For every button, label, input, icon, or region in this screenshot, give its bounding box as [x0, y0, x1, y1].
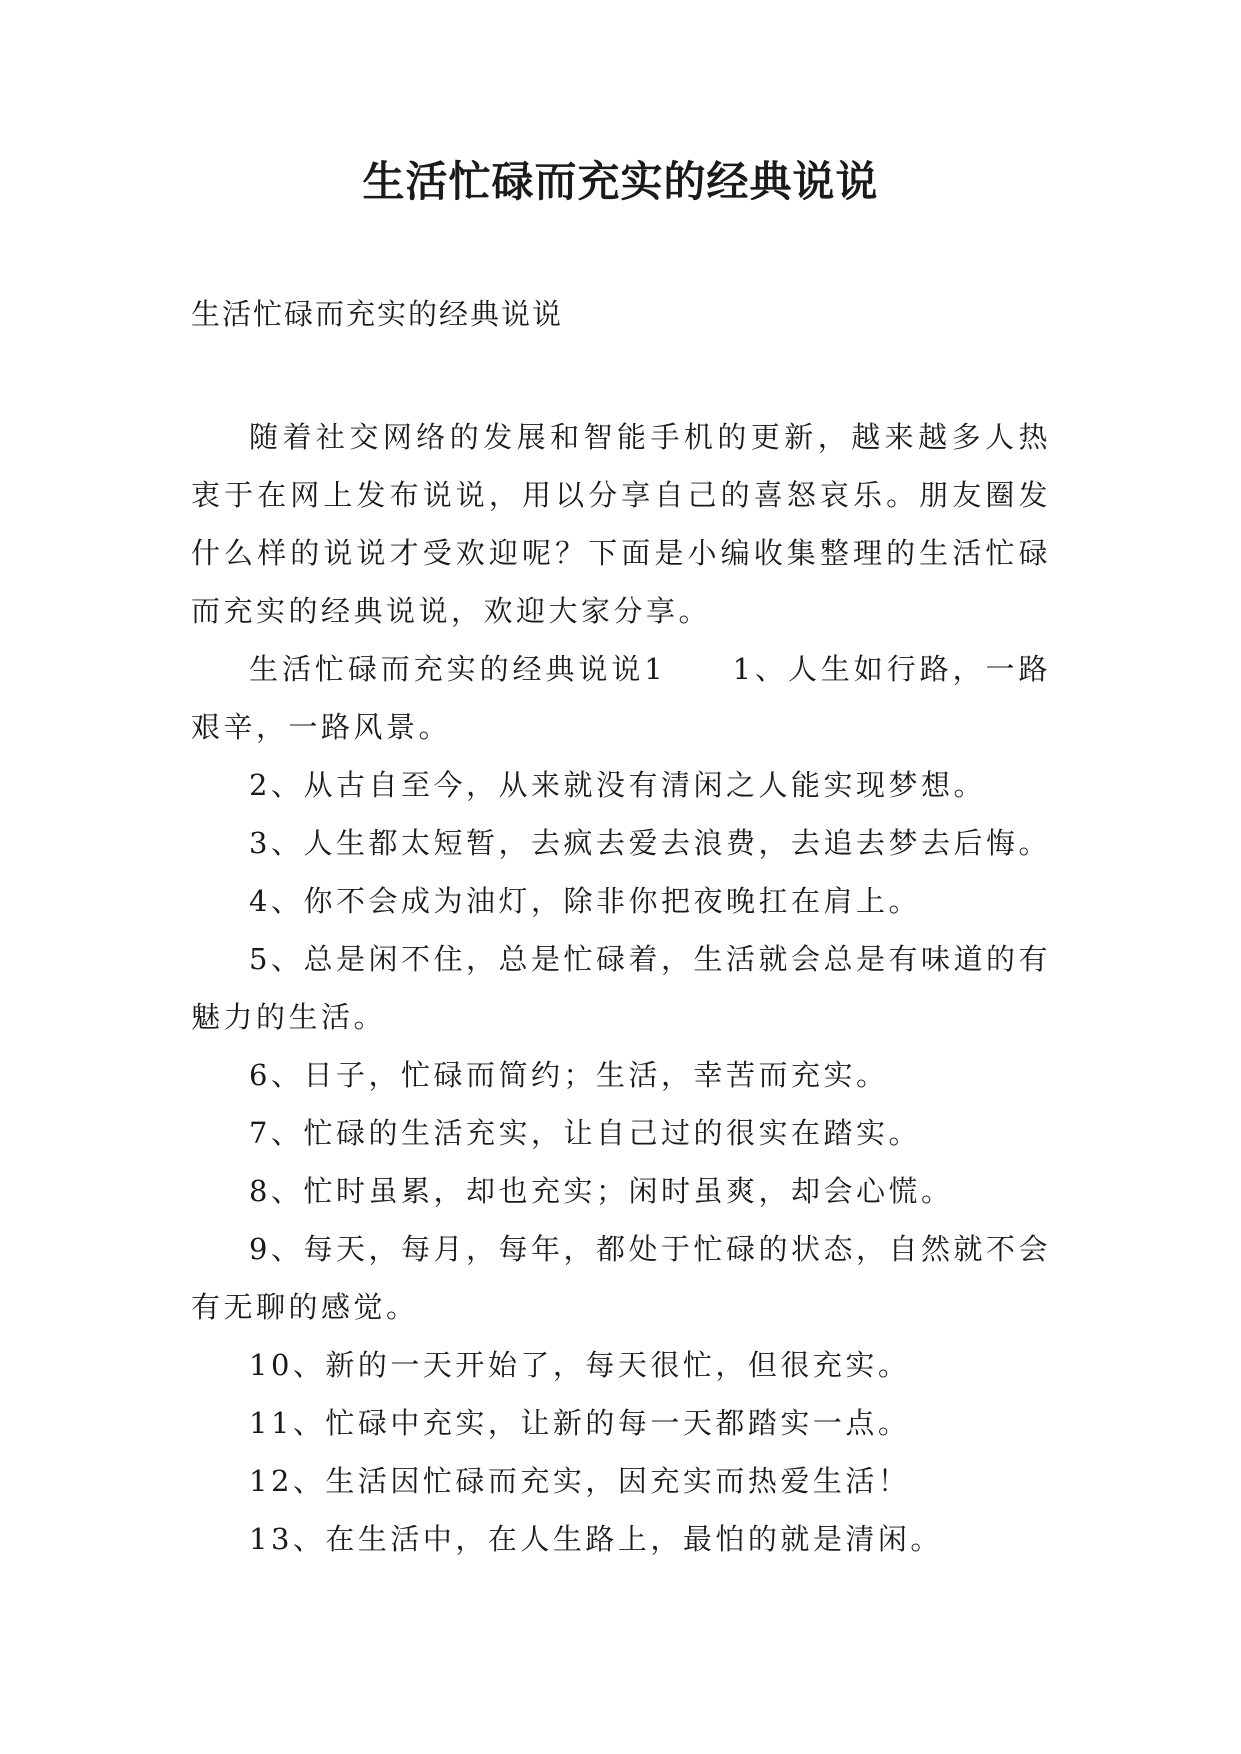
list-item: 3、人生都太短暂，去疯去爱去浪费，去追去梦去后悔。	[249, 826, 1051, 860]
list-item: 13、在生活中，在人生路上，最怕的就是清闲。	[249, 1522, 943, 1556]
intro-paragraph: 随着社交网络的发展和智能手机的更新，越来越多人热衷于在网上发布说说，用以分享自己的喜怒哀乐。朋友圈发什么样的说说才受欢迎呢？下面是小编收集整理的生活忙碌而充实的经典说说，欢迎大家分享。	[191, 420, 1051, 628]
list-item: 7、忙碌的生活充实，让自己过的很实在踏实。	[249, 1116, 921, 1150]
list-item: 2、从古自至今，从来就没有清闲之人能实现梦想。	[249, 768, 986, 802]
list-item: 4、你不会成为油灯，除非你把夜晚扛在肩上。	[249, 884, 921, 918]
document-subtitle: 生活忙碌而充实的经典说说	[191, 297, 564, 331]
document-title: 生活忙碌而充实的经典说说	[362, 157, 879, 206]
document-body	[191, 408, 1051, 1568]
list-item: 8、忙时虽累，却也充实；闲时虽爽，却会心慌。	[249, 1174, 954, 1208]
list-item: 11、忙碌中充实，让新的每一天都踏实一点。	[249, 1406, 911, 1440]
list-item: 10、新的一天开始了，每天很忙，但很充实。	[249, 1348, 911, 1382]
list-item: 12、生活因忙碌而充实，因充实而热爱生活！	[249, 1464, 911, 1498]
list-item: 5、总是闲不住，总是忙碌着，生活就会总是有味道的有魅力的生活。	[191, 942, 1051, 1034]
list-item: 9、每天，每月，每年，都处于忙碌的状态，自然就不会有无聊的感觉。	[191, 1232, 1051, 1324]
list-item: 6、日子，忙碌而简约；生活，幸苦而充实。	[249, 1058, 889, 1092]
section-heading-paragraph: 生活忙碌而充实的经典说说1 1、人生如行路，一路艰辛，一路风景。	[191, 652, 1051, 744]
